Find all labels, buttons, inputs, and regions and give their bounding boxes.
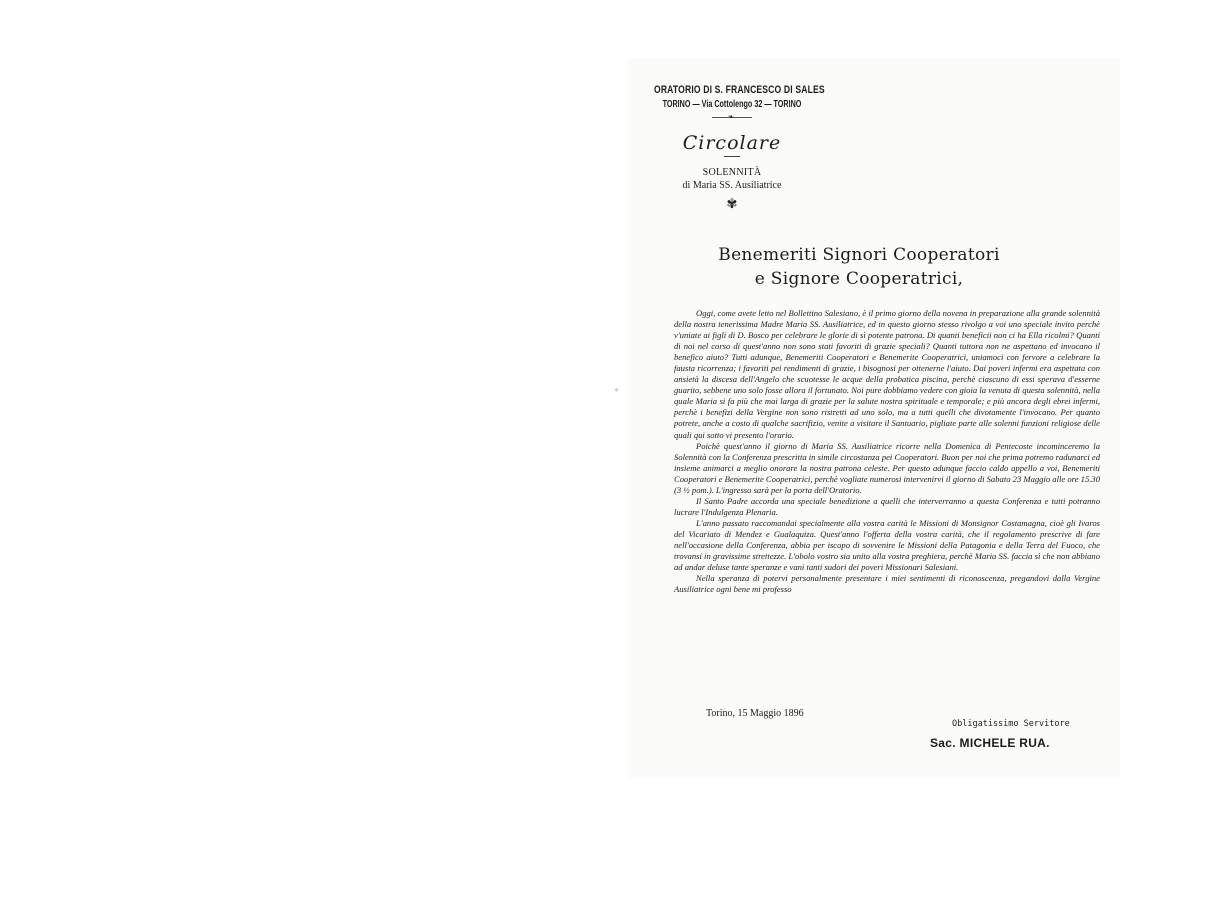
ornament-divider: ❧	[712, 117, 752, 122]
title-rule	[724, 156, 740, 157]
occasion-title: SOLENNITÀ	[702, 167, 762, 178]
letterhead	[632, 84, 832, 212]
paragraph: L'anno passato raccomandai specialmente alla vostra carità le Missioni di Monsignor Costamagna, cioè gli Ivaros del Vicariato di Mendez e Gualaquiza. Quest'anno l'offerta della vostra carità, che il regolamento prescrive di fare nell'occasione della Conferenza, abbia per iscopo di sovvenire le Missioni della Patagonia e della Terra del Fuoco, che trovansi in gravissime strettezze. L'obolo vostro sia unito alla vostra preghiera, perchè Maria SS. faccia sì che non abbiano ad andar deluse tante speranze e vani tanti sudori dei poveri Missionari Salesiani.	[674, 517, 1100, 573]
valediction: Obligatissimo Servitore	[952, 719, 1070, 729]
place-date: Torino, 15 Maggio 1896	[706, 708, 804, 719]
fleuron-ornament-icon: ✾	[726, 196, 738, 211]
paragraph: Poichè quest'anno il giorno di Maria SS. Ausiliatrice ricorre nella Domenica di Pentecoste incominceremo la Solennità con la Conferenza prescritta in simile circostanza pei Cooperatori. Buon per noi che prima potremo radunarci ed insieme animarci a meglio onorare la nostra patrona celeste. Per questo adunque faccio caldo appello a voi, Benemeriti Cooperatori e Benemerite Cooperatrici, perchè vogliate numerosi intervenirvi il giorno di Sabato 23 Maggio alle ore 15.30 (3 ½ pom.). L'ingresso sarà per la porta dell'Oratorio.	[674, 440, 1100, 495]
salutation	[690, 243, 1028, 291]
salutation-line-1: Benemeriti Signori Cooperatori	[718, 245, 1000, 265]
paragraph: Nella speranza di potervi personalmente presentare i miei sentimenti di riconoscenza, pregandovi dalla Vergine Ausiliatrice ogni bene mi professo	[674, 573, 1100, 595]
occasion-subtitle: di Maria SS. Ausiliatrice	[682, 180, 782, 191]
organization-name: ORATORIO DI S. FRANCESCO DI SALES	[654, 84, 825, 96]
paragraph: Il Santo Padre accorda una speciale benedizione a quelli che interverranno a questa Conferenza e tutti potranno lucrare l'Indulgenza Plenaria.	[674, 495, 1100, 517]
signature: Sac. MICHELE RUA.	[930, 736, 1050, 750]
letter-body	[674, 308, 1100, 595]
paragraph: Oggi, come avete letto nel Bollettino Salesiano, è il primo giorno della novena in preparazione alla grande solennità della nostra tenerissima Madre Maria SS. Ausiliatrice, ed in questo giorno stesso rivolgo a voi uno speciale invito perchè v'uniate ai figli di D. Bosco per celebrare le glorie di sì potente patrona. Di quanti beneficii non ci ha Ella ricolmi? Quanti di noi nel corso di quest'anno non sono stati favoriti di grazie speciali? Quanti tuttora non ne aspettano ed invocano il benefico aiuto? Tutti adunque, Benemeriti Cooperatori e Benemerite Cooperatrici, uniamoci con fervore a celebrare la fausta ricorrenza; i favoriti pei rendimenti di grazie, i bisognosi per ottenerne l'aiuto. Dai poveri infermi era aspettata con ansietà la discesa dell'Angelo che scuotesse le acque della probatica piscina, perchè ciascuno di essi sperava d'esserne guarito, sebbene uno solo fosse allora il fortunato. Noi pure dobbiamo vedere con gioia la venuta di questa solennità, nella quale Maria si fa più che mai larga di grazie per la salute nostra spirituale e temporale; e più ancora degli ebrei infermi, perchè i benefizi della Vergine non sono ristretti ad uno solo, ma a tutti quelli che divotamente l'invocano. Per quanto potrete, anche a costo di qualche sacrifizio, venite a visitare il Santuario, pigliate parte alle solenni funzioni religiose delle quali qui sotto vi presento l'orario.	[674, 308, 1100, 440]
document-type: Circolare	[682, 132, 782, 154]
scan-speck: ✧	[614, 388, 620, 394]
salutation-line-2: e Signore Cooperatrici,	[754, 269, 964, 289]
organization-address: TORINO — Via Cottolengo 32 — TORINO	[662, 99, 802, 110]
